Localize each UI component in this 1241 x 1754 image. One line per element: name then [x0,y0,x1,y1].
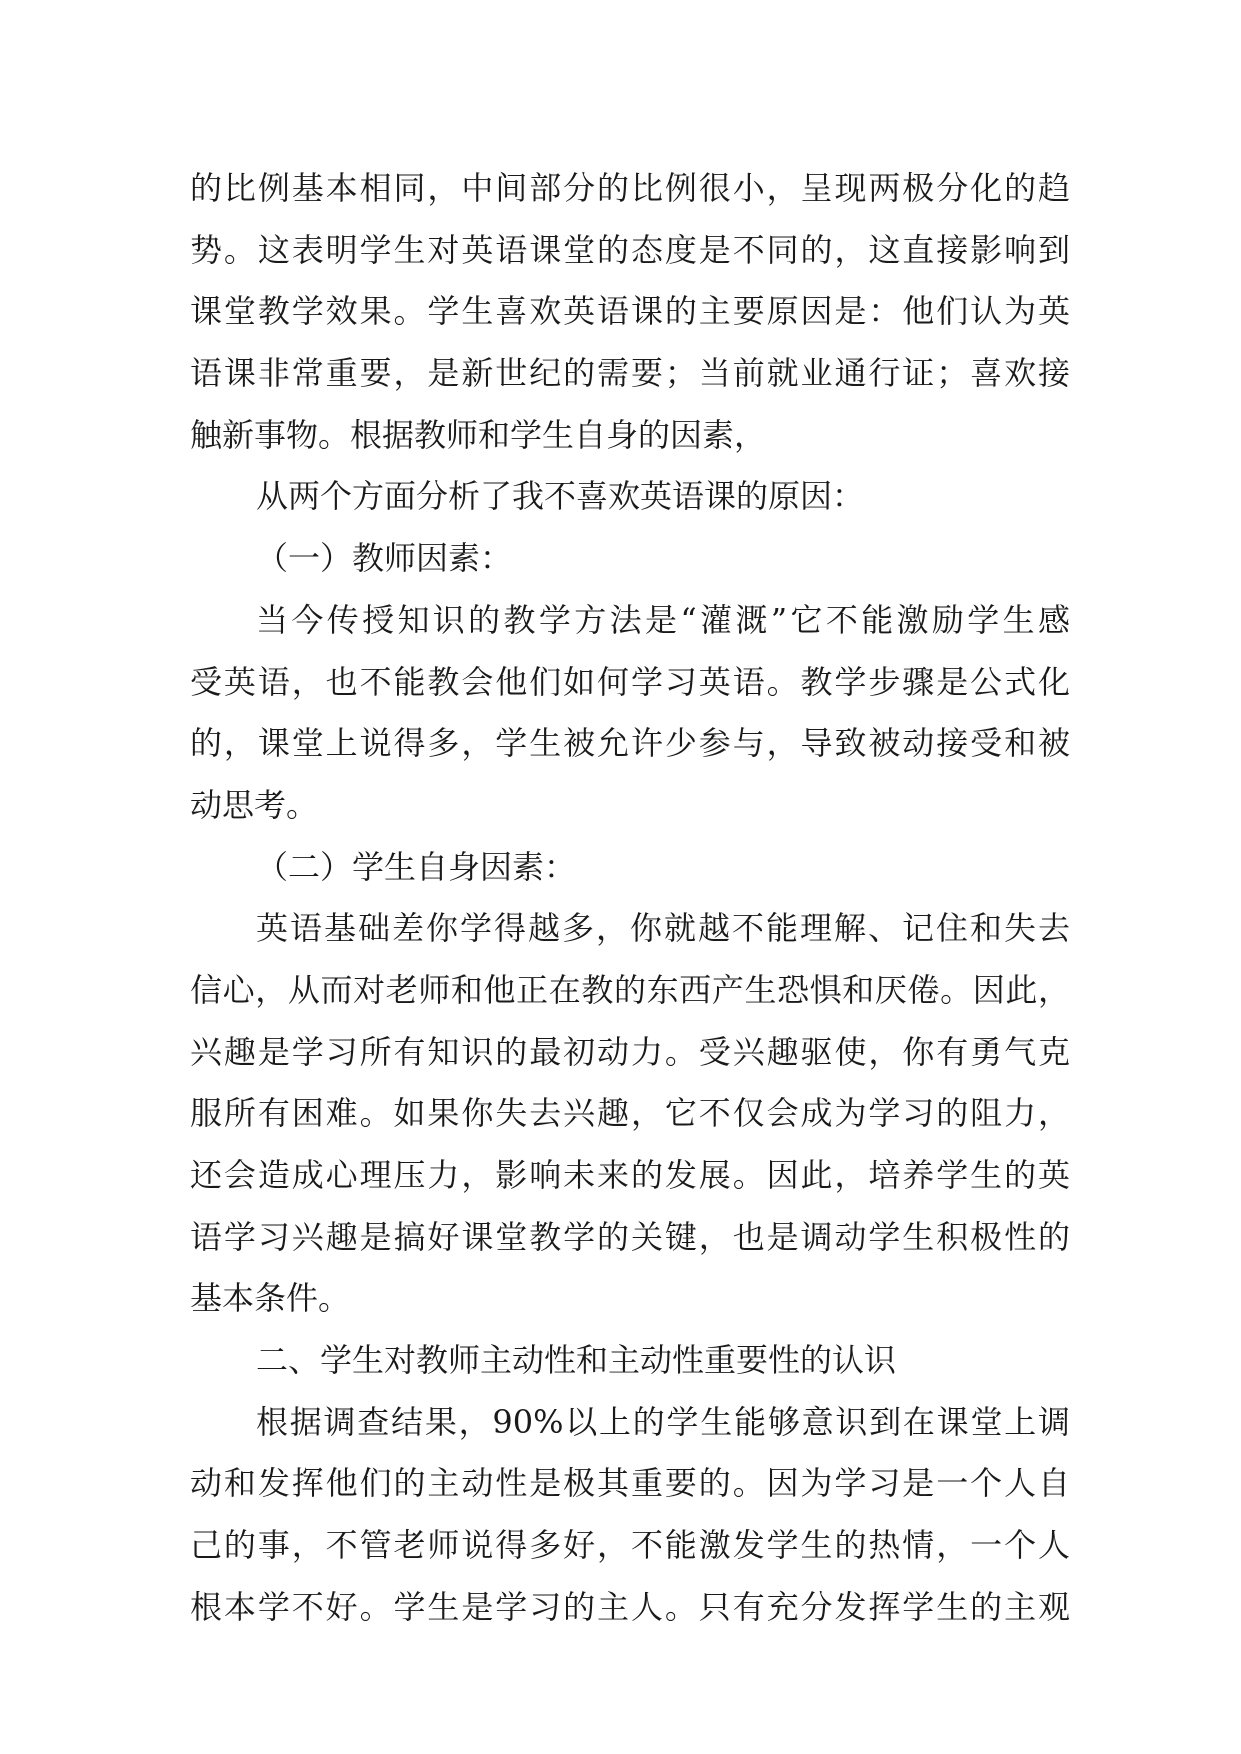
text-line: 的比例基本相同，中间部分的比例很小，呈现两极分化的趋 [190,169,1070,207]
paragraph-first-line: 从两个方面分析了我不喜欢英语课的原因： [256,477,865,516]
text-line: 根本学不好。学生是学习的主人。只有充分发挥学生的主观 [190,1587,1070,1626]
body-text [190,158,1070,1639]
text-line: 兴趣是学习所有知识的最初动力。受兴趣驱使，你有勇气克 [190,1032,1070,1071]
paragraph-first-line: 根据调查结果，90%以上的学生能够意识到在课堂上调 [256,1402,1070,1441]
text-line: 势。这表明学生对英语课堂的态度是不同的，这直接影响到 [190,230,1070,269]
text-line: 还会造成心理压力，影响未来的发展。因此，培养学生的英 [190,1156,1070,1194]
text-line: 的，课堂上说得多，学生被允许少参与，导致被动接受和被 [190,724,1070,763]
text-line: 动思考。 [190,785,319,824]
text-line: 动和发挥他们的主动性是极其重要的。因为学习是一个人自 [190,1464,1070,1503]
text-line: 己的事，不管老师说得多好，不能激发学生的热情，一个人 [190,1526,1070,1565]
text-line: 触新事物。根据教师和学生自身的因素， [190,415,767,454]
section-heading-teacher-factors: （一）教师因素： [256,539,513,578]
text-line: 课堂教学效果。学生喜欢英语课的主要原因是：他们认为英 [190,292,1070,331]
section-heading-student-factors: （二）学生自身因素： [256,847,577,886]
text-line: 信心，从而对老师和他正在教的东西产生恐惧和厌倦。因此， [190,970,1070,1009]
text-line: 语学习兴趣是搞好课堂教学的关键，也是调动学生积极性的 [190,1217,1070,1256]
section-heading-initiative: 二、学生对教师主动性和主动性重要性的认识 [256,1341,897,1380]
text-line: 受英语，也不能教会他们如何学习英语。教学步骤是公式化 [190,662,1070,701]
paragraph-first-line: 当今传授知识的教学方法是“灌溉”它不能激励学生感 [256,600,1070,639]
paragraph-first-line: 英语基础差你学得越多，你就越不能理解、记住和失去 [256,909,1070,948]
text-line: 语课非常重要，是新世纪的需要；当前就业通行证；喜欢接 [190,354,1070,393]
text-line: 基本条件。 [190,1279,351,1318]
text-line: 服所有困难。如果你失去兴趣，它不仅会成为学习的阻力， [190,1094,1070,1133]
